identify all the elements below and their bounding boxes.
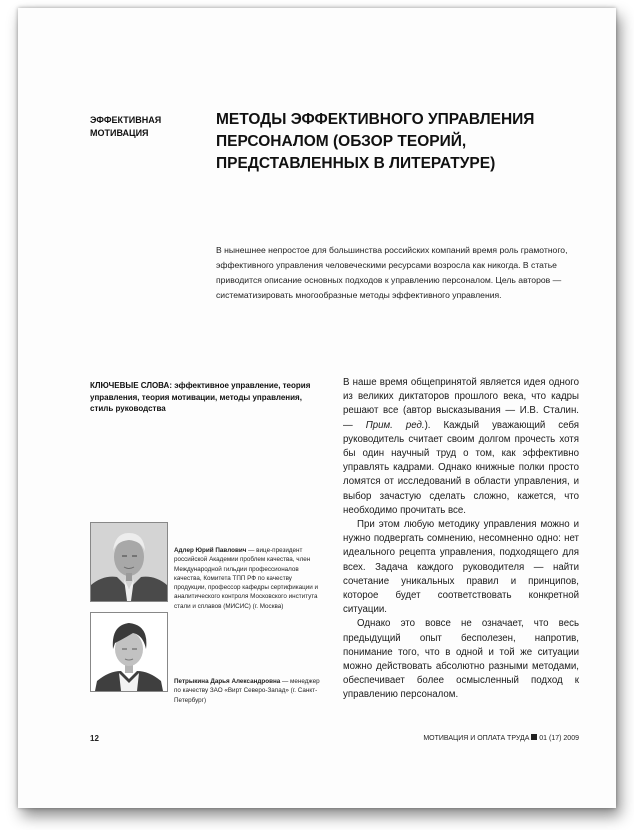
author-bio: — вице-президент российской Академии проблем качества, член Международной гильдии профессионалов качества, Комитета ТПП РФ по качеству продукции, профессор кафедры сертификации и аналитического контроля Московского института стали и сплавов (МИСИС) (г. Москва) (174, 547, 319, 610)
editor-note: Прим. ред. (365, 419, 425, 431)
magazine-name: МОТИВАЦИЯ И ОПЛАТА ТРУДА (423, 735, 532, 742)
body-paragraph-2: При этом любую методику управления можно и нужно подвергать сомнению, несомненно одно: нет идеального рецепта управления, подходящего для всех. Задача каждого руководителя — найти сочетание уникальных правил и принципов, которое будет соответствовать конкретной ситуации. (343, 519, 579, 616)
keywords-block (90, 380, 320, 415)
author-photo-petrykina (90, 612, 168, 692)
author-name: Адлер Юрий Павлович (174, 547, 247, 554)
article-lead (216, 243, 578, 303)
body-paragraph-3: Однако это вовсе не означает, что весь предыдущий опыт бесполезен, напротив, понимание того, что в одной и той же ситуации можно действовать абсолютно разными методами, обеспечивает более осмысленный подход к управлению персоналом. (343, 618, 579, 701)
portrait-woman-image (91, 613, 167, 691)
magazine-footer (413, 734, 579, 742)
author-petrykina (174, 677, 322, 705)
body-text: В наше время общепринятой является идея одного из великих диктаторов прошлого века, что кадры решают все (автор высказывания — И.В. Сталин. — (343, 377, 579, 431)
author-name: Петрыкина Дарья Александровна (174, 678, 281, 685)
portrait-man-image (91, 523, 167, 601)
keywords-label: КЛЮЧЕВЫЕ СЛОВА: (90, 381, 172, 390)
page-number: 12 (90, 734, 99, 743)
article-title: МЕТОДЫ ЭФФЕКТИВНОГО УПРАВЛЕНИЯ ПЕРСОНАЛОМ (ОБЗОР ТЕОРИЙ, ПРЕДСТАВЛЕННЫХ В ЛИТЕРАТУРЕ) (216, 111, 535, 172)
section-rubric: ЭФФЕКТИВНАЯ МОТИВАЦИЯ (90, 115, 162, 138)
issue-info: 01 (17) 2009 (537, 735, 579, 742)
author-bio: — менеджер по качеству ЗАО «Вирт Северо-Запад» (г. Санкт-Петербург) (174, 678, 320, 704)
body-paragraph-1 (343, 376, 579, 518)
lead-text: В нынешнее непростое для большинства российских компаний время роль грамотного, эффективного управления человеческими ресурсами возросла как никогда. В статье приводится описание основных подходов к управлению персоналом. Цель авторов — систематизировать многообразные методы эффективного управления. (216, 245, 568, 300)
author-photo-adler (90, 522, 168, 602)
author-adler (174, 546, 322, 611)
article-body (343, 376, 579, 703)
keywords-text: эффективное управление, теория управления, теория мотивации, методы управления, стиль руководства (90, 381, 311, 413)
body-text: ). Каждый уважающий себя руководитель считает своим долгом прочесть хотя бы один научный труд о том, как эффективно управлять кадрами. Однако книжные полки просто ломятся от исследований в области управления, и выбор зачастую сделать сложно, кажется, что необходимо прочитать все. (343, 419, 579, 516)
